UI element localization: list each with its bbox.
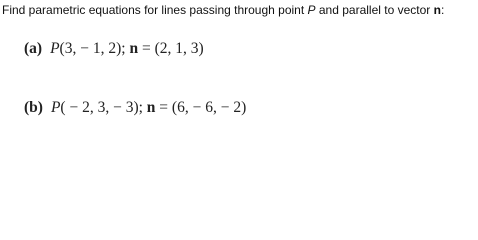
point-symbol: P bbox=[307, 3, 316, 17]
point-coordinates: (3, − 1, 2) bbox=[59, 40, 122, 57]
instruction-middle: and parallel to vector bbox=[315, 3, 434, 17]
point-coordinates: ( − 2, 3, − 3) bbox=[60, 99, 139, 116]
problem-label: (b) bbox=[24, 99, 43, 116]
instruction-lead: Find parametric equations for lines passing through point bbox=[2, 3, 308, 17]
vector-symbol: n bbox=[433, 3, 441, 17]
separator: ; bbox=[138, 99, 147, 116]
point-symbol: P bbox=[50, 40, 60, 57]
separator: ; bbox=[121, 40, 130, 57]
vector-symbol: n bbox=[146, 99, 156, 116]
equals-sign: = bbox=[138, 40, 155, 57]
problem-a bbox=[24, 40, 204, 58]
vector-value: (2, 1, 3) bbox=[154, 40, 204, 57]
instruction-end: : bbox=[440, 3, 445, 17]
problem-b bbox=[24, 99, 246, 117]
vector-symbol: n bbox=[129, 40, 139, 57]
equals-sign: = bbox=[155, 99, 172, 116]
instruction-text bbox=[2, 3, 444, 17]
problem-label: (a) bbox=[24, 40, 43, 57]
vector-value: (6, − 6, − 2) bbox=[171, 99, 247, 116]
point-symbol: P bbox=[50, 99, 61, 116]
